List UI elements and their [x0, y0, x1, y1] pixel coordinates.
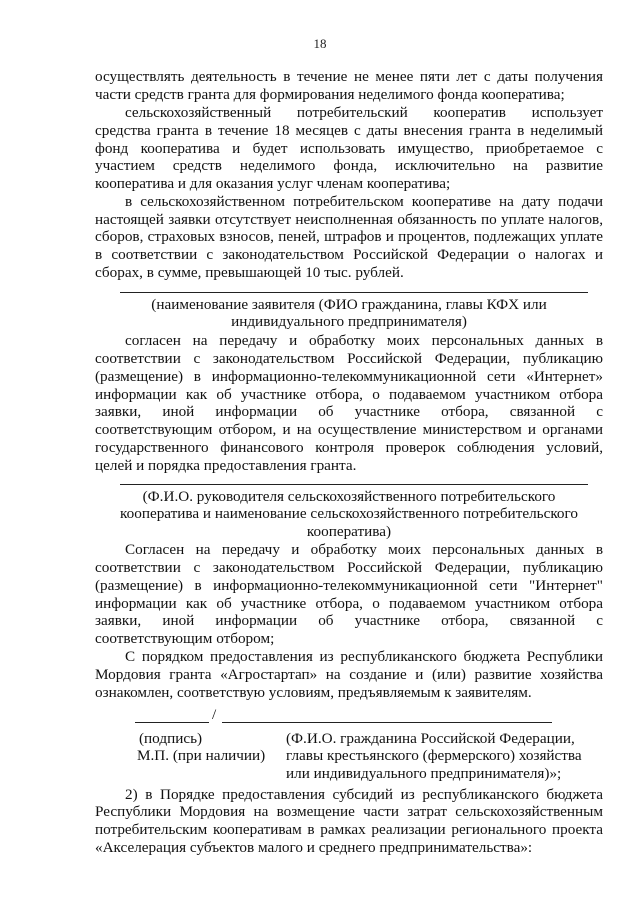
body-line: Мордовия гранта «Агростартап» на создание и (или) развитие хозяйства: [95, 666, 603, 683]
name-caption: главы крестьянского (фермерского) хозяйства: [286, 747, 582, 764]
body-line: Республики Мордовия на возмещение части затрат сельскохозяйственным: [95, 803, 603, 820]
body-line: С порядком предоставления из республиканского бюджета Республики: [125, 648, 603, 665]
body-line: согласен на передачу и обработку моих персональных данных в: [125, 332, 603, 349]
body-line: в соответствии с законодательством Российской Федерации о налогах и: [95, 246, 603, 263]
body-line: части средств гранта для формирования неделимого фонда кооператива;: [95, 86, 565, 103]
name-line: [222, 722, 552, 723]
body-line: соответствии с законодательством Российской Федерации, публикацию: [95, 350, 603, 367]
name-caption: или индивидуального предпринимателя)»;: [286, 765, 562, 782]
body-line: целей и порядка предоставления гранта.: [95, 457, 357, 474]
body-line: настоящей заявки отсутствует неисполненная обязанность по уплате налогов,: [95, 211, 603, 228]
body-line: сельскохозяйственный потребительский кооператив использует: [125, 104, 603, 121]
field-caption: индивидуального предпринимателя): [231, 313, 467, 330]
body-line: государственного финансового контроля проверок соблюдения условий,: [95, 439, 603, 456]
field-caption: (наименование заявителя (ФИО гражданина, главы КФХ или: [151, 296, 547, 313]
body-line: соответствующим отбором;: [95, 630, 275, 647]
body-line: средства гранта в течение 18 месяцев с даты внесения гранта в неделимый: [95, 122, 603, 139]
body-line: участием средств неделимого фонда, исключительно на развитие: [95, 157, 603, 174]
body-line: заявки, иной информации об участнике отбора, связанной с: [95, 403, 603, 420]
body-line: соответствующим отбором, и на осуществление министерством и органами: [95, 421, 603, 438]
body-line: кооператива и для оказания услуг членам кооператива;: [95, 175, 451, 192]
page-number: 18: [313, 36, 327, 51]
body-line: соответствии с законодательством Российской Федерации, публикацию: [95, 559, 603, 576]
signature-line: [135, 722, 209, 723]
field-caption: (Ф.И.О. руководителя сельскохозяйственного потребительского: [142, 488, 556, 505]
body-line: информации как об участнике отбора, о подаваемом участником отбора: [95, 386, 603, 403]
body-line: ознакомлен, соответствую условиям, предъявляемым к заявителям.: [95, 684, 532, 701]
body-line: осуществлять деятельность в течение не менее пяти лет с даты получения: [95, 68, 603, 85]
body-line: сборах, в сумме, превышающей 10 тыс. рублей.: [95, 264, 404, 281]
body-line: (размещение) в информационно-телекоммуникационной сети "Интернет": [95, 577, 603, 594]
name-caption: (Ф.И.О. гражданина Российской Федерации,: [286, 730, 575, 747]
body-line: 2) в Порядке предоставления субсидий из республиканского бюджета: [125, 786, 603, 803]
body-line: фонд кооператива и будет использовать имущество, приобретаемое с: [95, 140, 603, 157]
signature-slash: /: [212, 706, 217, 723]
body-line: потребительским кооперативам в рамках реализации регионального проекта: [95, 821, 603, 838]
body-line: заявки, иной информации об участнике отбора, связанной с: [95, 612, 603, 629]
field-caption: кооператива): [306, 523, 392, 540]
fill-in-line: [120, 484, 588, 485]
body-line: (размещение) в информационно-телекоммуникационной сети «Интернет»: [95, 368, 603, 385]
fill-in-line: [120, 292, 588, 293]
signature-caption: (подпись): [139, 730, 203, 747]
body-line: Согласен на передачу и обработку моих персональных данных в: [125, 541, 603, 558]
body-line: «Акселерация субъектов малого и среднего предпринимательства»:: [95, 839, 533, 856]
body-line: сборов, страховых взносов, пеней, штрафов и процентов, подлежащих уплате: [95, 228, 603, 245]
stamp-caption: М.П. (при наличии): [137, 747, 266, 764]
body-line: информации как об участнике отбора, о подаваемом участником отбора: [95, 595, 603, 612]
body-line: в сельскохозяйственном потребительском кооперативе на дату подачи: [125, 193, 603, 210]
field-caption: кооператива и наименование сельскохозяйственного потребительского: [120, 505, 578, 522]
